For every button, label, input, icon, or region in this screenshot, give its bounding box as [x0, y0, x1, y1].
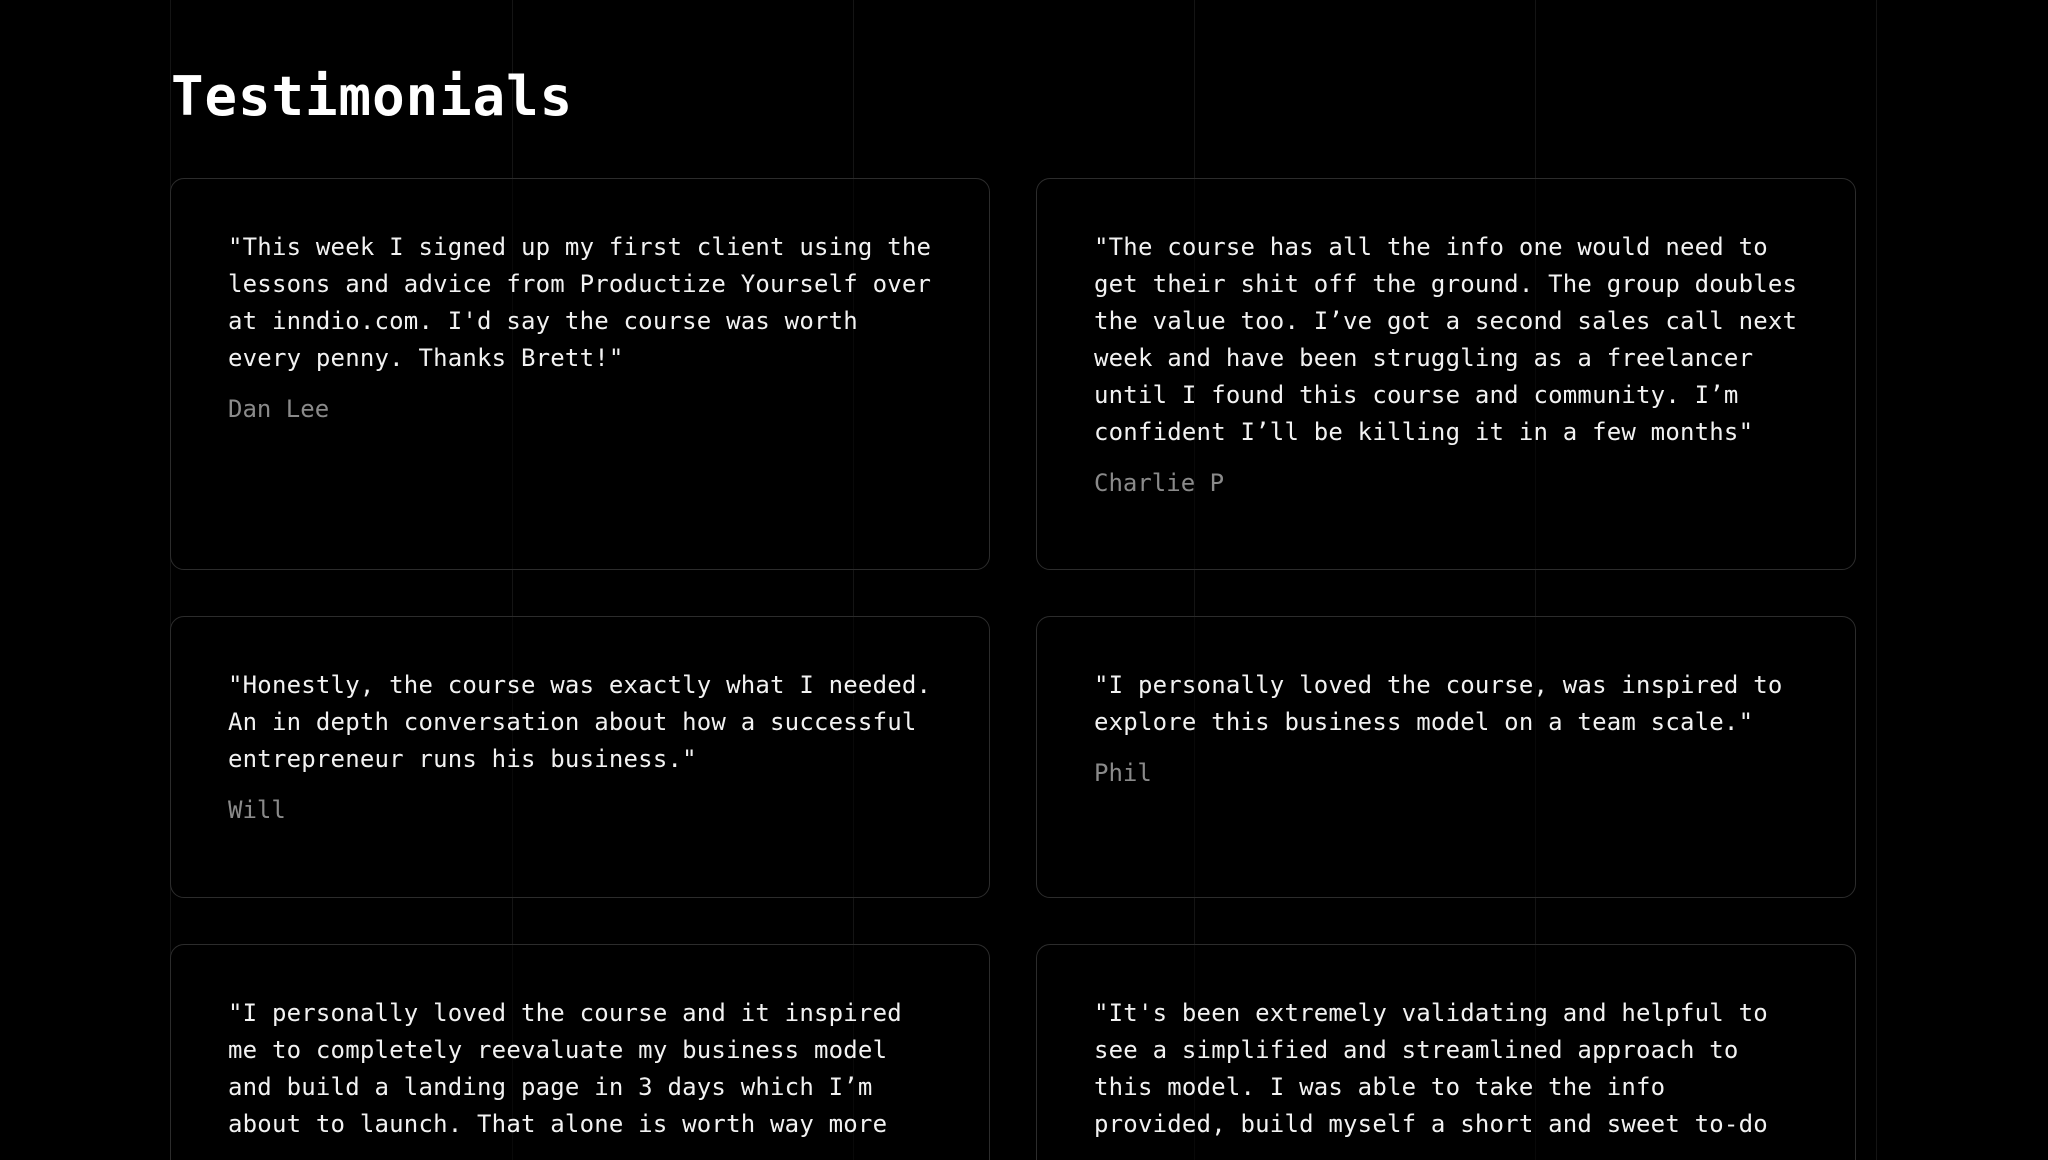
- testimonial-card: [170, 178, 990, 570]
- testimonial-quote: "I personally loved the course and it inspired me to completely reevaluate my business model and build a landing page in 3 days which I’m about to launch. That alone is worth way more: [228, 999, 902, 1138]
- section-title: Testimonials: [171, 65, 574, 128]
- testimonial-card: [1036, 944, 1856, 1160]
- testimonial-card: [170, 944, 990, 1160]
- testimonial-author: Charlie P: [1094, 469, 1225, 497]
- grid-line: [1876, 0, 1877, 1160]
- testimonial-card: [1036, 616, 1856, 898]
- testimonial-author: Will: [228, 796, 286, 824]
- testimonial-author: Phil: [1094, 759, 1152, 787]
- testimonial-card: [1036, 178, 1856, 570]
- testimonial-card: [170, 616, 990, 898]
- testimonial-quote: "It's been extremely validating and helpful to see a simplified and streamlined approach to this model. I was able to take the info provided, build myself a short and sweet to-do: [1094, 999, 1768, 1138]
- testimonial-author: Dan Lee: [228, 395, 330, 423]
- testimonial-quote: "I personally loved the course, was inspired to explore this business model on a team scale.": [1094, 671, 1783, 736]
- testimonial-quote: "The course has all the info one would need to get their shit off the ground. The group doubles the value too. I’ve got a second sales call next week and have been struggling as a freelancer until I found this course and community. I’m confident I’ll be killing it in a few months": [1094, 233, 1798, 446]
- testimonial-quote: "Honestly, the course was exactly what I needed. An in depth conversation about how a successful entrepreneur runs his business.": [228, 671, 932, 773]
- testimonial-quote: "This week I signed up my first client using the lessons and advice from Productize Yourself over at inndio.com. I'd say the course was worth every penny. Thanks Brett!": [228, 233, 932, 372]
